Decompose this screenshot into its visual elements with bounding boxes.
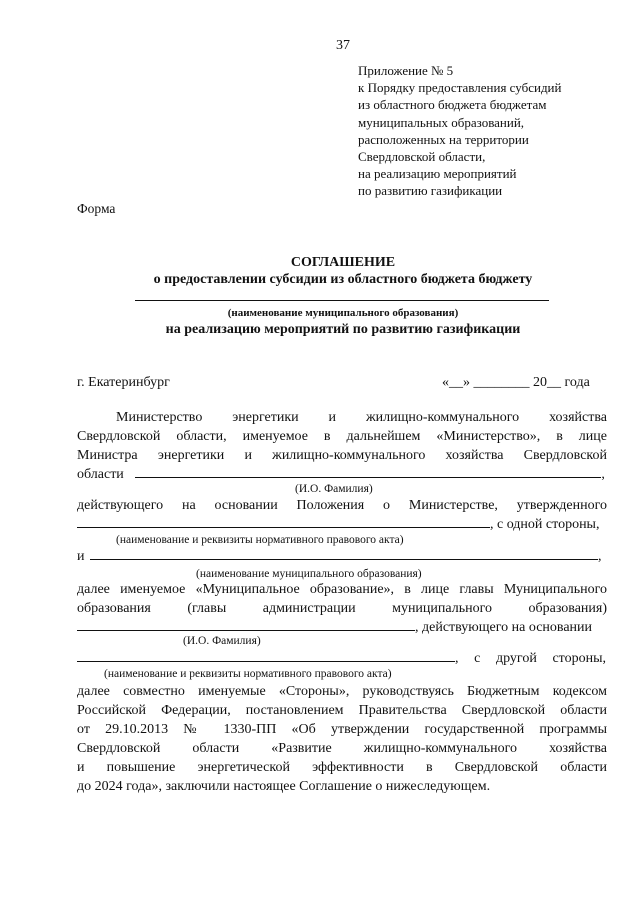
body-line: до 2024 года», заключили настоящее Соглашение о нижеследующем. [77, 779, 491, 794]
body-line: Министерство энергетики и жилищно-коммунального хозяйства [116, 410, 607, 425]
body-line-with-blank [77, 549, 607, 565]
body-text: и [77, 549, 85, 564]
appendix-block [358, 62, 561, 200]
body-text: , действующего на основании [415, 620, 593, 635]
field-caption: (И.О. Фамилия) [295, 483, 373, 495]
body-text: , [598, 549, 602, 564]
body-line: от 29.10.2013 № 1330-ПП «Об утверждении государственной программы [77, 722, 607, 737]
fill-in-line [77, 526, 490, 528]
body-line: Свердловской области «Развитие жилищно-коммунального хозяйства [77, 741, 607, 756]
field-caption: (наименование и реквизиты нормативного правового акта) [116, 534, 404, 546]
document-subtitle-2: на реализацию мероприятий по развитию газификации [165, 322, 521, 337]
body-line: и повышение энергетической эффективности в Свердловской области [77, 760, 607, 775]
body-line-with-blank [77, 467, 607, 483]
form-label: Форма [77, 201, 116, 216]
municipality-blank-line [135, 300, 549, 301]
field-caption: (И.О. Фамилия) [183, 635, 261, 647]
document-subtitle: о предоставлении субсидии из областного бюджета бюджету [153, 272, 533, 287]
page-number: 37 [336, 38, 350, 53]
body-text: , с одной стороны, [490, 517, 600, 532]
fill-in-line [77, 660, 455, 662]
appendix-line: на реализацию мероприятий [358, 166, 517, 182]
field-caption: (наименование муниципального образования) [196, 568, 422, 580]
body-line: действующего на основании Положения о Министерстве, утвержденного [77, 498, 607, 513]
date-line: «__» ________ 20__ года [442, 375, 590, 390]
appendix-line: Приложение № 5 [358, 63, 454, 78]
fill-in-line [135, 476, 601, 478]
body-text: , с другой стороны, [455, 651, 606, 666]
body-text: , [601, 467, 605, 482]
body-line-with-blank [77, 620, 607, 636]
body-line: образования (главы администрации муниципального образования) [77, 601, 607, 616]
body-line-with-blank [77, 517, 607, 533]
appendix-line: к Порядку предоставления субсидий [358, 80, 562, 96]
municipality-caption: (наименование муниципального образования) [227, 307, 459, 319]
appendix-line: из областного бюджета бюджетам [358, 97, 547, 113]
appendix-line: расположенных на территории [358, 131, 529, 147]
body-line-with-blank [77, 651, 607, 667]
body-line: Министра энергетики и жилищно-коммунального хозяйства Свердловской [77, 448, 607, 463]
fill-in-line [90, 558, 598, 560]
appendix-line: по развитию газификации [358, 183, 503, 199]
body-line: далее именуемое «Муниципальное образование», в лице главы Муниципального [77, 582, 607, 597]
field-caption: (наименование и реквизиты нормативного правового акта) [104, 668, 392, 680]
place-of-signing: г. Екатеринбург [77, 375, 170, 390]
body-text: области [77, 467, 124, 482]
appendix-line: муниципальных образований, [358, 114, 525, 130]
appendix-line: Свердловской области, [358, 149, 486, 165]
document-title: СОГЛАШЕНИЕ [290, 255, 396, 270]
fill-in-line [77, 629, 415, 631]
body-line: далее совместно именуемые «Стороны», руководствуясь Бюджетным кодексом [77, 684, 607, 699]
body-line: Российской Федерации, постановлением Правительства Свердловской области [77, 703, 607, 718]
body-line: Свердловской области, именуемое в дальнейшем «Министерство», в лице [77, 429, 607, 444]
